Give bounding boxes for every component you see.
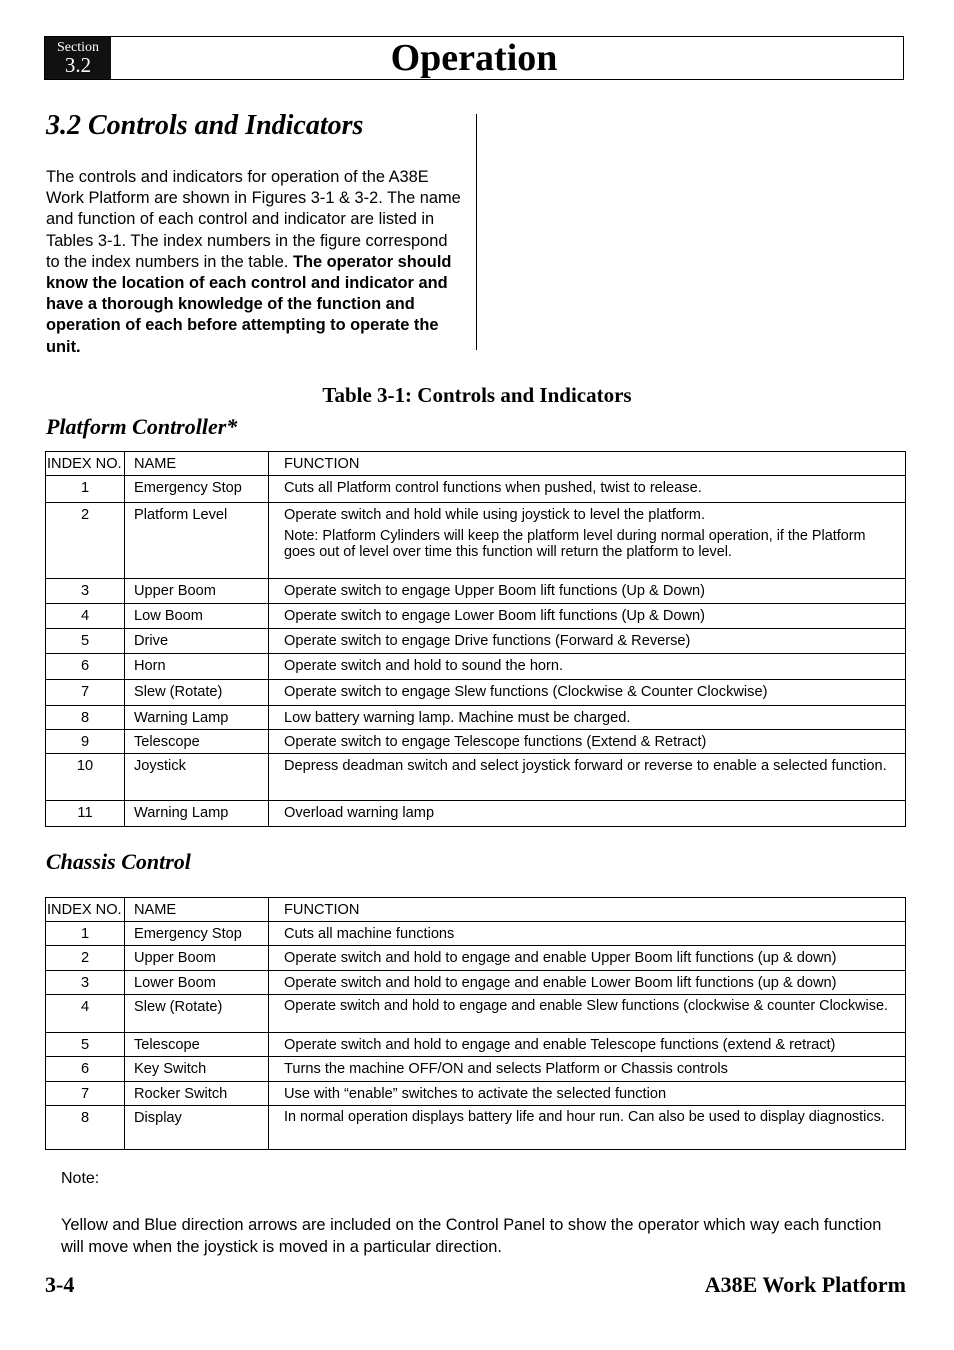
column-divider	[476, 114, 477, 350]
section-number: 3.2	[64, 53, 92, 77]
table-row	[46, 1033, 906, 1057]
row-name: Drive	[125, 629, 269, 654]
column-header-function: FUNCTION	[269, 452, 906, 476]
column-header-index: INDEX NO.	[46, 898, 125, 922]
intro-text: The controls and indicators for operation of the A38E Work Platform are shown in Figures 3-1 & 3-2. The name and function of each control and indicator are listed in Tables 3-1. The index numbers in the figure correspond to the index numbers in the table.	[46, 168, 461, 271]
table-row	[46, 1082, 906, 1106]
row-name: Upper Boom	[125, 579, 269, 604]
row-function: Cuts all Platform control functions when pushed, twist to release.	[269, 476, 906, 503]
note-body: Yellow and Blue direction arrows are included on the Control Panel to show the operator which way each function will move when the joystick is moved in a particular direction.	[61, 1216, 882, 1256]
table-header-row	[46, 898, 906, 922]
column-header-name: NAME	[125, 898, 269, 922]
row-index: 2	[46, 946, 125, 971]
intro-paragraph	[46, 167, 464, 358]
row-index: 7	[46, 1082, 125, 1106]
table-row	[46, 1106, 906, 1150]
row-function	[269, 503, 906, 579]
row-index: 5	[46, 629, 125, 654]
row-name: Horn	[125, 654, 269, 680]
platform-controls-table	[45, 451, 906, 827]
column-header-function: FUNCTION	[269, 898, 906, 922]
row-function: Operate switch to engage Lower Boom lift functions (Up & Down)	[269, 604, 906, 629]
chassis-controls-table	[45, 897, 906, 1150]
product-name: A38E Work Platform	[704, 1272, 906, 1297]
row-name: Low Boom	[125, 604, 269, 629]
row-index: 1	[46, 922, 125, 946]
row-function-text: Operate switch and hold while using joystick to level the platform.	[284, 507, 705, 523]
row-index: 2	[46, 503, 125, 579]
row-index: 8	[46, 706, 125, 730]
row-function: Operate switch and hold to sound the horn.	[269, 654, 906, 680]
table-header-row	[46, 452, 906, 476]
row-function: Overload warning lamp	[269, 801, 906, 827]
row-function: Use with “enable” switches to activate the selected function	[269, 1082, 906, 1106]
table-row	[46, 604, 906, 629]
row-index: 11	[46, 801, 125, 827]
row-function: Operate switch and hold to engage and enable Upper Boom lift functions (up & down)	[269, 946, 906, 971]
row-name: Slew (Rotate)	[125, 680, 269, 706]
row-function: Operate switch to engage Upper Boom lift functions (Up & Down)	[269, 579, 906, 604]
table-row	[46, 629, 906, 654]
page-number: 3-4	[45, 1272, 75, 1297]
row-name: Telescope	[125, 1033, 269, 1057]
row-index: 4	[46, 995, 125, 1033]
row-function: Operate switch and hold to engage and enable Lower Boom lift functions (up & down)	[269, 971, 906, 995]
chassis-heading: Chassis Control	[46, 849, 191, 874]
table-caption: Table 3-1: Controls and Indicators	[322, 383, 632, 407]
row-name: Warning Lamp	[125, 706, 269, 730]
table-row	[46, 680, 906, 706]
platform-heading: Platform Controller*	[46, 414, 238, 439]
row-index: 6	[46, 654, 125, 680]
row-function: Operate switch to engage Drive functions (Forward & Reverse)	[269, 629, 906, 654]
table-row	[46, 995, 906, 1033]
row-index: 6	[46, 1057, 125, 1082]
row-function: Low battery warning lamp. Machine must be charged.	[269, 706, 906, 730]
row-name: Emergency Stop	[125, 922, 269, 946]
page-title: Operation	[390, 37, 558, 79]
table-row	[46, 801, 906, 827]
row-function: Operate switch to engage Slew functions (Clockwise & Counter Clockwise)	[269, 680, 906, 706]
row-function: Cuts all machine functions	[269, 922, 906, 946]
row-index: 1	[46, 476, 125, 503]
row-index: 5	[46, 1033, 125, 1057]
row-name: Emergency Stop	[125, 476, 269, 503]
row-index: 7	[46, 680, 125, 706]
table-row	[46, 971, 906, 995]
row-name: Display	[125, 1106, 269, 1150]
table-row	[46, 476, 906, 503]
row-name: Lower Boom	[125, 971, 269, 995]
row-index: 10	[46, 754, 125, 801]
table-row	[46, 579, 906, 604]
row-index: 3	[46, 971, 125, 995]
row-index: 8	[46, 1106, 125, 1150]
row-name: Warning Lamp	[125, 801, 269, 827]
table-row	[46, 654, 906, 680]
column-header-index: INDEX NO.	[46, 452, 125, 476]
row-name: Platform Level	[125, 503, 269, 579]
table-row	[46, 946, 906, 971]
row-function: In normal operation displays battery life and hour run. Can also be used to display diagnostics.	[269, 1106, 906, 1150]
row-name: Rocker Switch	[125, 1082, 269, 1106]
row-function-note: Note: Platform Cylinders will keep the platform level during normal operation, if the Platform goes out of level over time this function will return the platform to level.	[284, 528, 866, 560]
row-function: Turns the machine OFF/ON and selects Platform or Chassis controls	[269, 1057, 906, 1082]
section-heading: 3.2 Controls and Indicators	[46, 110, 364, 141]
row-index: 4	[46, 604, 125, 629]
row-name: Slew (Rotate)	[125, 995, 269, 1033]
row-index: 9	[46, 730, 125, 754]
table-row	[46, 706, 906, 730]
row-name: Joystick	[125, 754, 269, 801]
column-header-name: NAME	[125, 452, 269, 476]
row-index: 3	[46, 579, 125, 604]
table-row	[46, 754, 906, 801]
intro-warning: The operator should know the location of each control and indicator and have a thorough knowledge of the function and operation of each before attempting to operate the unit.	[46, 252, 452, 356]
table-row	[46, 503, 906, 579]
note-label: Note:	[61, 1170, 100, 1187]
row-name: Upper Boom	[125, 946, 269, 971]
table-row	[46, 730, 906, 754]
section-label: Section	[57, 40, 99, 55]
row-function: Operate switch and hold to engage and enable Telescope functions (extend & retract)	[269, 1033, 906, 1057]
row-function: Operate switch to engage Telescope functions (Extend & Retract)	[269, 730, 906, 754]
table-row	[46, 922, 906, 946]
row-function: Operate switch and hold to engage and enable Slew functions (clockwise & counter Clockwise.	[269, 995, 906, 1033]
row-function: Depress deadman switch and select joystick forward or reverse to enable a selected function.	[269, 754, 906, 801]
section-header	[44, 36, 904, 80]
row-name: Key Switch	[125, 1057, 269, 1082]
row-name: Telescope	[125, 730, 269, 754]
table-row	[46, 1057, 906, 1082]
